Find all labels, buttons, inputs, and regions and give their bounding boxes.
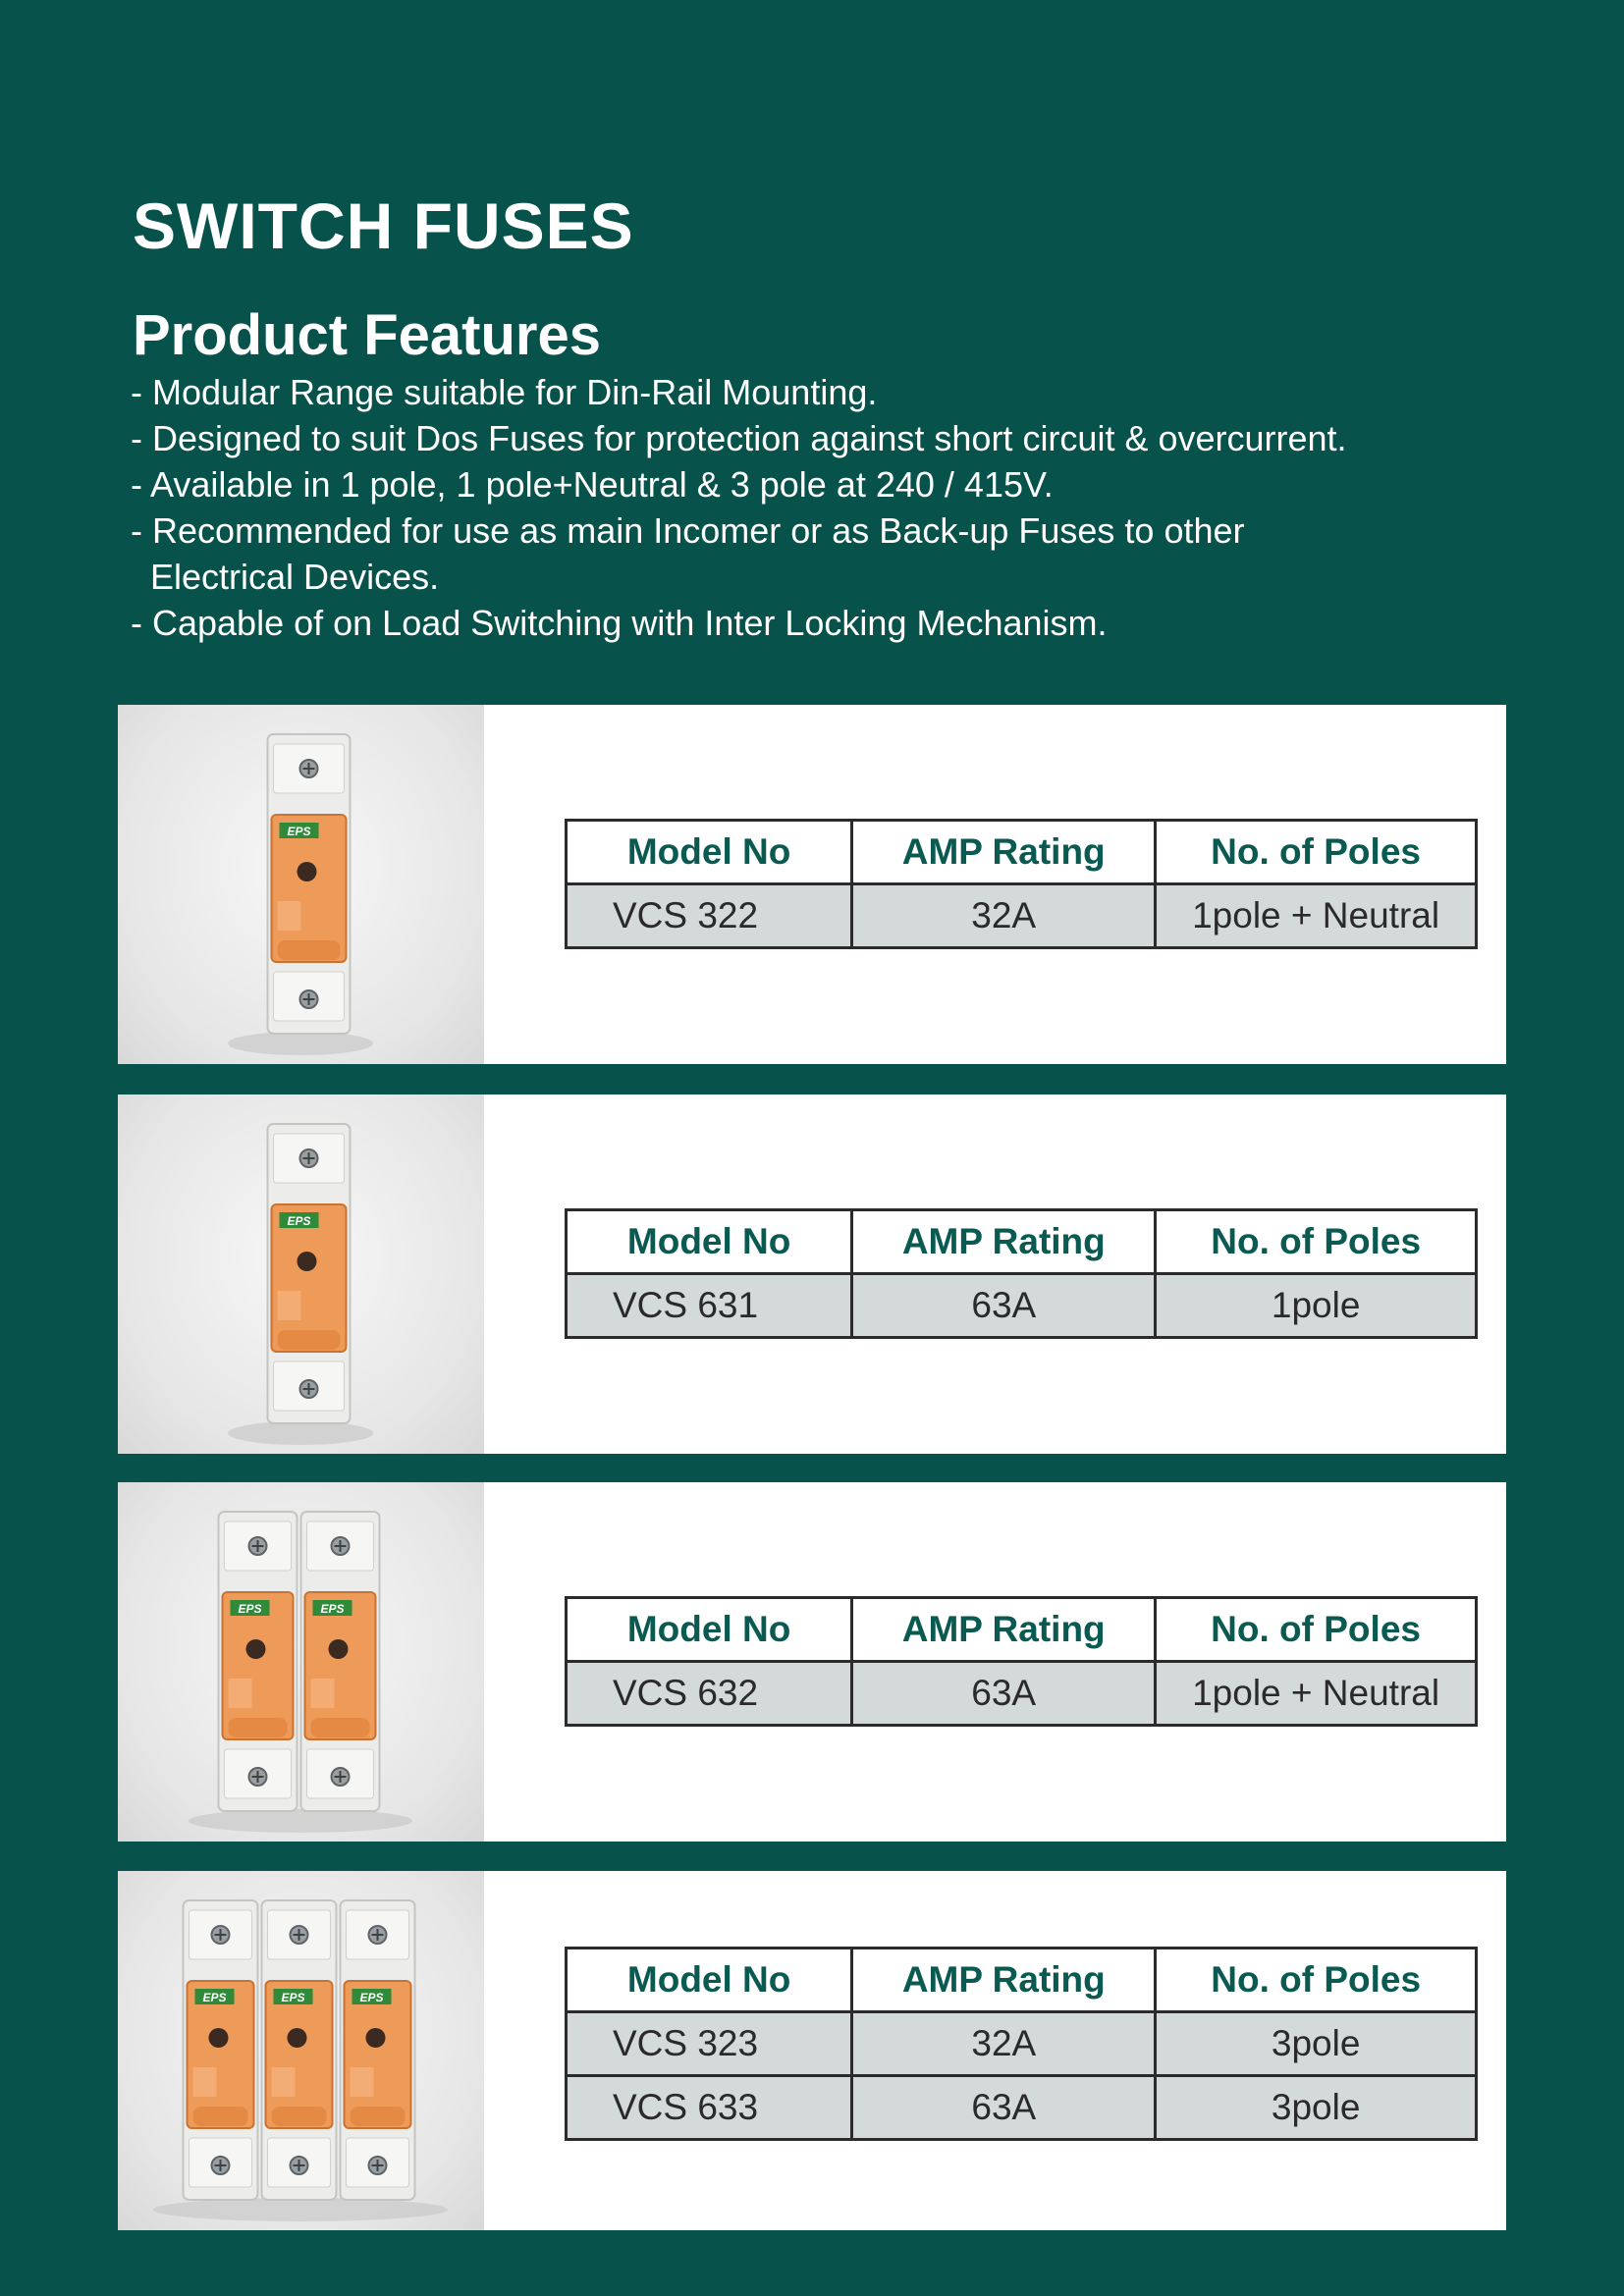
table-row — [567, 2012, 1477, 2076]
table-header-row — [567, 1598, 1477, 1662]
feature-item: - Designed to suit Dos Fuses for protection against short circuit & overcurrent. — [131, 418, 1347, 458]
product-card-1 — [118, 705, 1506, 1064]
switch-fuse-image — [118, 1482, 484, 1842]
cell-poles: 3pole — [1156, 2012, 1477, 2076]
feature-item: - Modular Range suitable for Din-Rail Mounting. — [131, 372, 878, 412]
svg-text:EPS: EPS — [281, 1991, 305, 2004]
header-model-no: Model No — [567, 1949, 852, 2012]
table-header-row — [567, 1210, 1477, 1274]
spec-table — [565, 1947, 1478, 2141]
product-features-heading: Product Features — [133, 303, 601, 367]
cell-poles: 3pole — [1156, 2076, 1477, 2140]
table-header-row — [567, 821, 1477, 884]
spec-table — [565, 1596, 1478, 1727]
cell-poles: 1pole + Neutral — [1156, 884, 1477, 948]
cell-amp: 32A — [852, 2012, 1156, 2076]
header-amp-rating: AMP Rating — [852, 1949, 1156, 2012]
header-no-of-poles: No. of Poles — [1156, 1949, 1477, 2012]
svg-text:EPS: EPS — [359, 1991, 384, 2004]
cell-amp: 63A — [852, 1662, 1156, 1726]
header-model-no: Model No — [567, 1598, 852, 1662]
table-header-row — [567, 1949, 1477, 2012]
cell-model: VCS 633 — [567, 2076, 852, 2140]
svg-text:EPS: EPS — [238, 1602, 262, 1616]
cell-amp: 63A — [852, 1274, 1156, 1338]
svg-text:EPS: EPS — [287, 1214, 311, 1228]
fuse-body — [153, 1900, 448, 2221]
cell-poles: 1pole — [1156, 1274, 1477, 1338]
feature-item: - Available in 1 pole, 1 pole+Neutral & 3 pole at 240 / 415V. — [131, 464, 1054, 505]
svg-text:EPS: EPS — [320, 1602, 345, 1616]
switch-fuse-image — [118, 705, 484, 1064]
cell-poles: 1pole + Neutral — [1156, 1662, 1477, 1726]
header-model-no: Model No — [567, 821, 852, 884]
table-row — [567, 884, 1477, 948]
cell-model: VCS 322 — [567, 884, 852, 948]
header-amp-rating: AMP Rating — [852, 821, 1156, 884]
switch-fuse-image — [118, 1095, 484, 1454]
spec-table — [565, 819, 1478, 949]
svg-text:EPS: EPS — [287, 825, 311, 838]
product-card-2 — [118, 1095, 1506, 1454]
feature-item: - Capable of on Load Switching with Inter Locking Mechanism. — [131, 603, 1108, 643]
spec-table — [565, 1208, 1478, 1339]
header-amp-rating: AMP Rating — [852, 1210, 1156, 1274]
fuse-body — [228, 734, 373, 1055]
product-card-4 — [118, 1871, 1506, 2230]
feature-list — [131, 369, 1347, 646]
header-no-of-poles: No. of Poles — [1156, 821, 1477, 884]
product-photo — [118, 1095, 484, 1454]
table-row — [567, 1274, 1477, 1338]
header-model-no: Model No — [567, 1210, 852, 1274]
cell-model: VCS 631 — [567, 1274, 852, 1338]
table-row — [567, 1662, 1477, 1726]
fuse-body — [189, 1512, 412, 1833]
cell-amp: 63A — [852, 2076, 1156, 2140]
product-card-3 — [118, 1482, 1506, 1842]
product-photo — [118, 1482, 484, 1842]
feature-item: - Recommended for use as main Incomer or as Back-up Fuses to other — [131, 510, 1245, 551]
svg-text:EPS: EPS — [202, 1991, 227, 2004]
switch-fuse-image — [118, 1871, 484, 2230]
header-amp-rating: AMP Rating — [852, 1598, 1156, 1662]
feature-item: Electrical Devices. — [131, 557, 440, 597]
table-row — [567, 2076, 1477, 2140]
fuse-body — [228, 1124, 373, 1445]
header-no-of-poles: No. of Poles — [1156, 1598, 1477, 1662]
product-photo — [118, 705, 484, 1064]
cell-amp: 32A — [852, 884, 1156, 948]
product-photo — [118, 1871, 484, 2230]
page-title: SWITCH FUSES — [133, 189, 634, 262]
cell-model: VCS 632 — [567, 1662, 852, 1726]
header-no-of-poles: No. of Poles — [1156, 1210, 1477, 1274]
cell-model: VCS 323 — [567, 2012, 852, 2076]
